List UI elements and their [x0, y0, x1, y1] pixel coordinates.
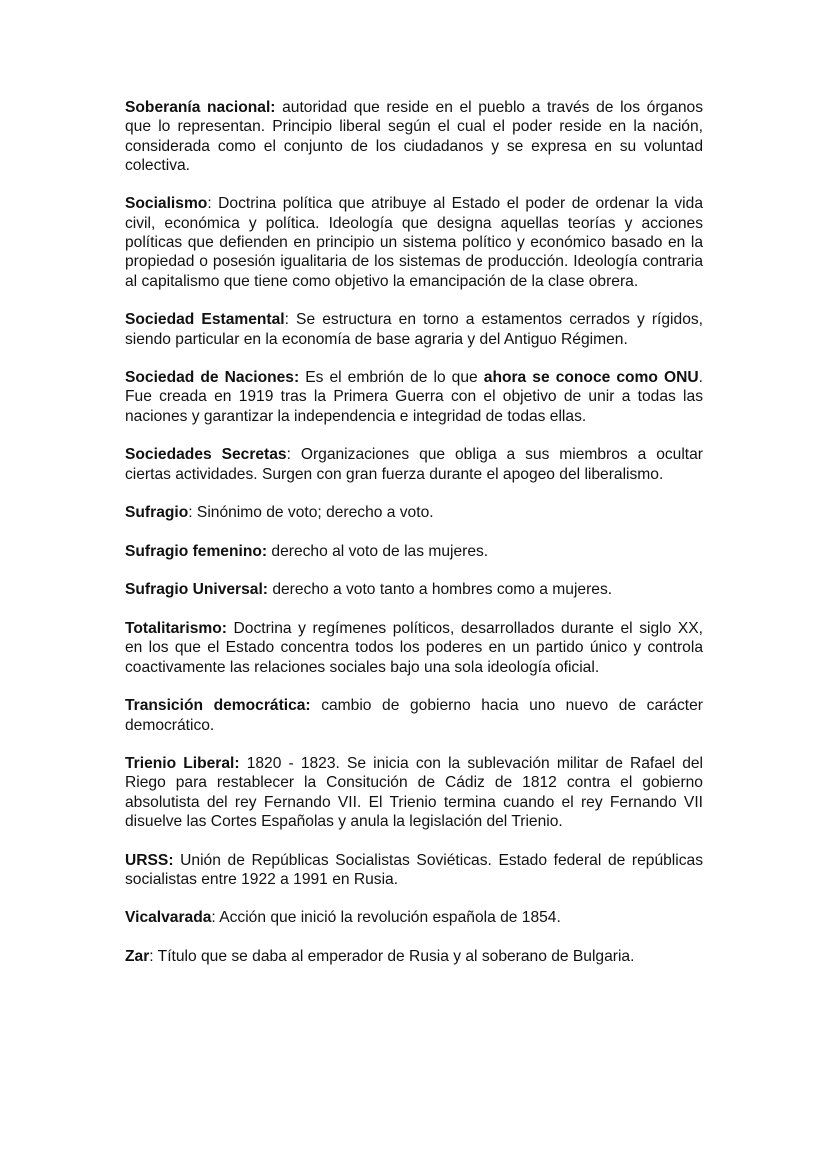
glossary-entry-urss — [125, 851, 703, 890]
glossary-page — [125, 98, 703, 986]
term: Sociedades Secretas — [125, 446, 287, 464]
term: Zar — [125, 948, 150, 966]
definition: derecho a voto tanto a hombres como a mujeres. — [267, 581, 613, 599]
definition: autoridad que reside en el pueblo a través de los órganos que lo representan. Principio liberal según el cual el poder reside en la nación, considerada como el conjunto de los ciudadanos y se expresa en su voluntad colectiva. — [125, 99, 703, 174]
glossary-entry-sociedad-estamental — [125, 310, 703, 349]
glossary-entry-totalitarismo — [125, 619, 703, 677]
term: URSS: — [125, 851, 174, 869]
term: Transición democrática: — [125, 697, 311, 715]
glossary-entry-vicalvarada — [125, 908, 703, 927]
glossary-entry-trienio-liberal — [125, 754, 703, 831]
term: Socialismo — [125, 195, 208, 213]
definition: : Sinónimo de voto; derecho a voto. — [188, 504, 434, 522]
definition-continued: . Fue creada en 1919 tras la Primera Guerra con el objetivo de unir a todas las naciones y garantizar la independencia e integridad de todas ellas. — [125, 369, 703, 425]
definition: cambio de gobierno hacia uno nuevo de carácter democrático. — [125, 697, 703, 734]
definition: : Título que se daba al emperador de Rusia y al soberano de Bulgaria. — [149, 948, 635, 966]
term: Vicalvarada — [125, 909, 212, 927]
glossary-entry-soberania-nacional — [125, 98, 703, 175]
term: Trienio Liberal: — [125, 755, 240, 773]
term: Sufragio femenino: — [125, 542, 268, 560]
glossary-entry-socialismo — [125, 194, 703, 290]
glossary-entry-sociedades-secretas — [125, 445, 703, 484]
glossary-entry-sufragio-femenino — [125, 542, 703, 561]
term: Totalitarismo: — [125, 620, 227, 638]
glossary-entry-sufragio-universal — [125, 580, 703, 599]
term: Soberanía nacional: — [125, 99, 276, 116]
definition: derecho al voto de las mujeres. — [267, 542, 489, 560]
term: Sociedad Estamental — [125, 311, 285, 329]
definition: Unión de Repúblicas Socialistas Soviéticas. Estado federal de repúblicas socialistas entre 1922 a 1991 en Rusia. — [125, 851, 703, 888]
definition: : Acción que inició la revolución española de 1854. — [211, 909, 561, 927]
glossary-entry-sociedad-de-naciones — [125, 368, 703, 426]
glossary-entry-zar — [125, 947, 703, 966]
definition: : Doctrina política que atribuye al Estado el poder de ordenar la vida civil, económica y política. Ideología que designa aquellas teorías y acciones políticas que defienden en principio un sistema político y económico basado en la propiedad o posesión igualitaria de los sistemas de producción. Ideología contraria al capitalismo que tiene como objetivo la emancipación de la clase obrera. — [125, 195, 703, 290]
definition: Es el embrión de lo que — [299, 369, 484, 387]
definition: : Se estructura en torno a estamentos cerrados y rígidos, siendo particular en la economía de base agraria y del Antiguo Régimen. — [125, 311, 703, 348]
definition: 1820 - 1823. Se inicia con la sublevación militar de Rafael del Riego para restablecer la Consitución de Cádiz de 1812 contra el gobierno absolutista del rey Fernando VII. El Trienio termina cuando el rey Fernando VII disuelve las Cortes Españolas y anula la legislación del Trienio. — [125, 755, 704, 830]
term: Sociedad de Naciones: — [125, 369, 300, 387]
definition: Doctrina y regímenes políticos, desarrollados durante el siglo XX, en los que el Estado concentra todos los poderes en un partido único y controla coactivamente las relaciones sociales bajo una sola ideología oficial. — [125, 620, 703, 676]
definition: : Organizaciones que obliga a sus miembros a ocultar ciertas actividades. Surgen con gran fuerza durante el apogeo del liberalismo. — [125, 446, 703, 483]
definition-emphasis: ahora se conoce como ONU — [483, 369, 699, 387]
term: Sufragio — [125, 504, 189, 522]
glossary-entry-sufragio — [125, 503, 703, 522]
term: Sufragio Universal: — [125, 581, 268, 599]
glossary-entry-transicion-democratica — [125, 696, 703, 735]
